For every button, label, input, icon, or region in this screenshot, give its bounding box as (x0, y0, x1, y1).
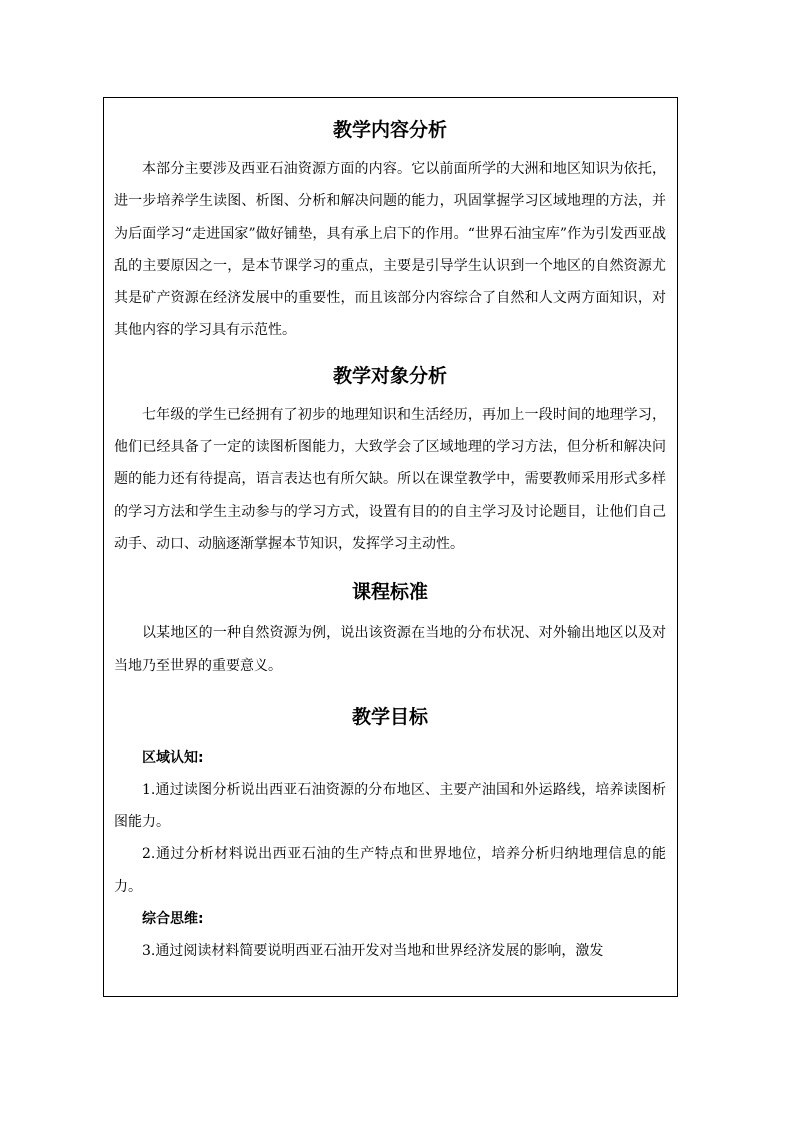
subheading-regional-cognition: 区域认知: (142, 749, 204, 766)
content-analysis-paragraph: 本部分主要涉及西亚石油资源方面的内容。它以前面所学的大洲和地区知识为依托，进一步培养学生读图、析图、分析和解决问题的能力，巩固掌握学习区域地理的方法，并为后面学习“走进国家”做好铺垫，具有承上启下的作用。“世界石油宝库”作为引发西亚战乱的主要原因之一，是本节课学习的重点，主要是引导学生认识到一个地区的自然资源尤其是矿产资源在经济发展中的重要性，而且该部分内容综合了自然和人文两方面知识，对其他内容的学习具有示范性。 (114, 161, 666, 339)
subheading-comprehensive-thinking: 综合思维: (142, 911, 204, 928)
document-content (104, 115, 677, 967)
section-title-content-analysis: 教学内容分析 (332, 119, 447, 141)
goal-item-2: 2.通过分析材料说出西亚石油的生产特点和世界地位，培养分析归纳地理信息的能力。 (114, 846, 666, 895)
section-title-student-analysis: 教学对象分析 (332, 364, 447, 387)
section-title-curriculum-standard: 课程标准 (351, 581, 428, 604)
document-frame (103, 97, 678, 997)
goal-item-3: 3.通过阅读材料简要说明西亚石油开发对当地和世界经济发展的影响，激发 (142, 943, 604, 960)
student-analysis-paragraph: 七年级的学生已经拥有了初步的地理知识和生活经历，再加上一段时间的地理学习，他们已经具备了一定的读图析图能力，大致学会了区域地理的学习方法，但分析和解决问题的能力还有待提高，语言表达也有所欠缺。所以在课堂教学中，需要教师采用形式多样的学习方法和学生主动参与的学习方式，设置有目的的自主学习及讨论题目，让他们自己动手、动口、动脑逐渐掌握本节知识，发挥学习主动性。 (114, 406, 666, 552)
goal-item-1: 1.通过读图分析说出西亚石油资源的分布地区、主要产油国和外运路线，培养读图析图能力。 (114, 781, 666, 831)
section-title-teaching-goals: 教学目标 (351, 705, 428, 728)
curriculum-standard-paragraph: 以某地区的一种自然资源为例，说出该资源在当地的分布状况、对外输出地区以及对当地乃至世界的重要意义。 (114, 625, 666, 674)
